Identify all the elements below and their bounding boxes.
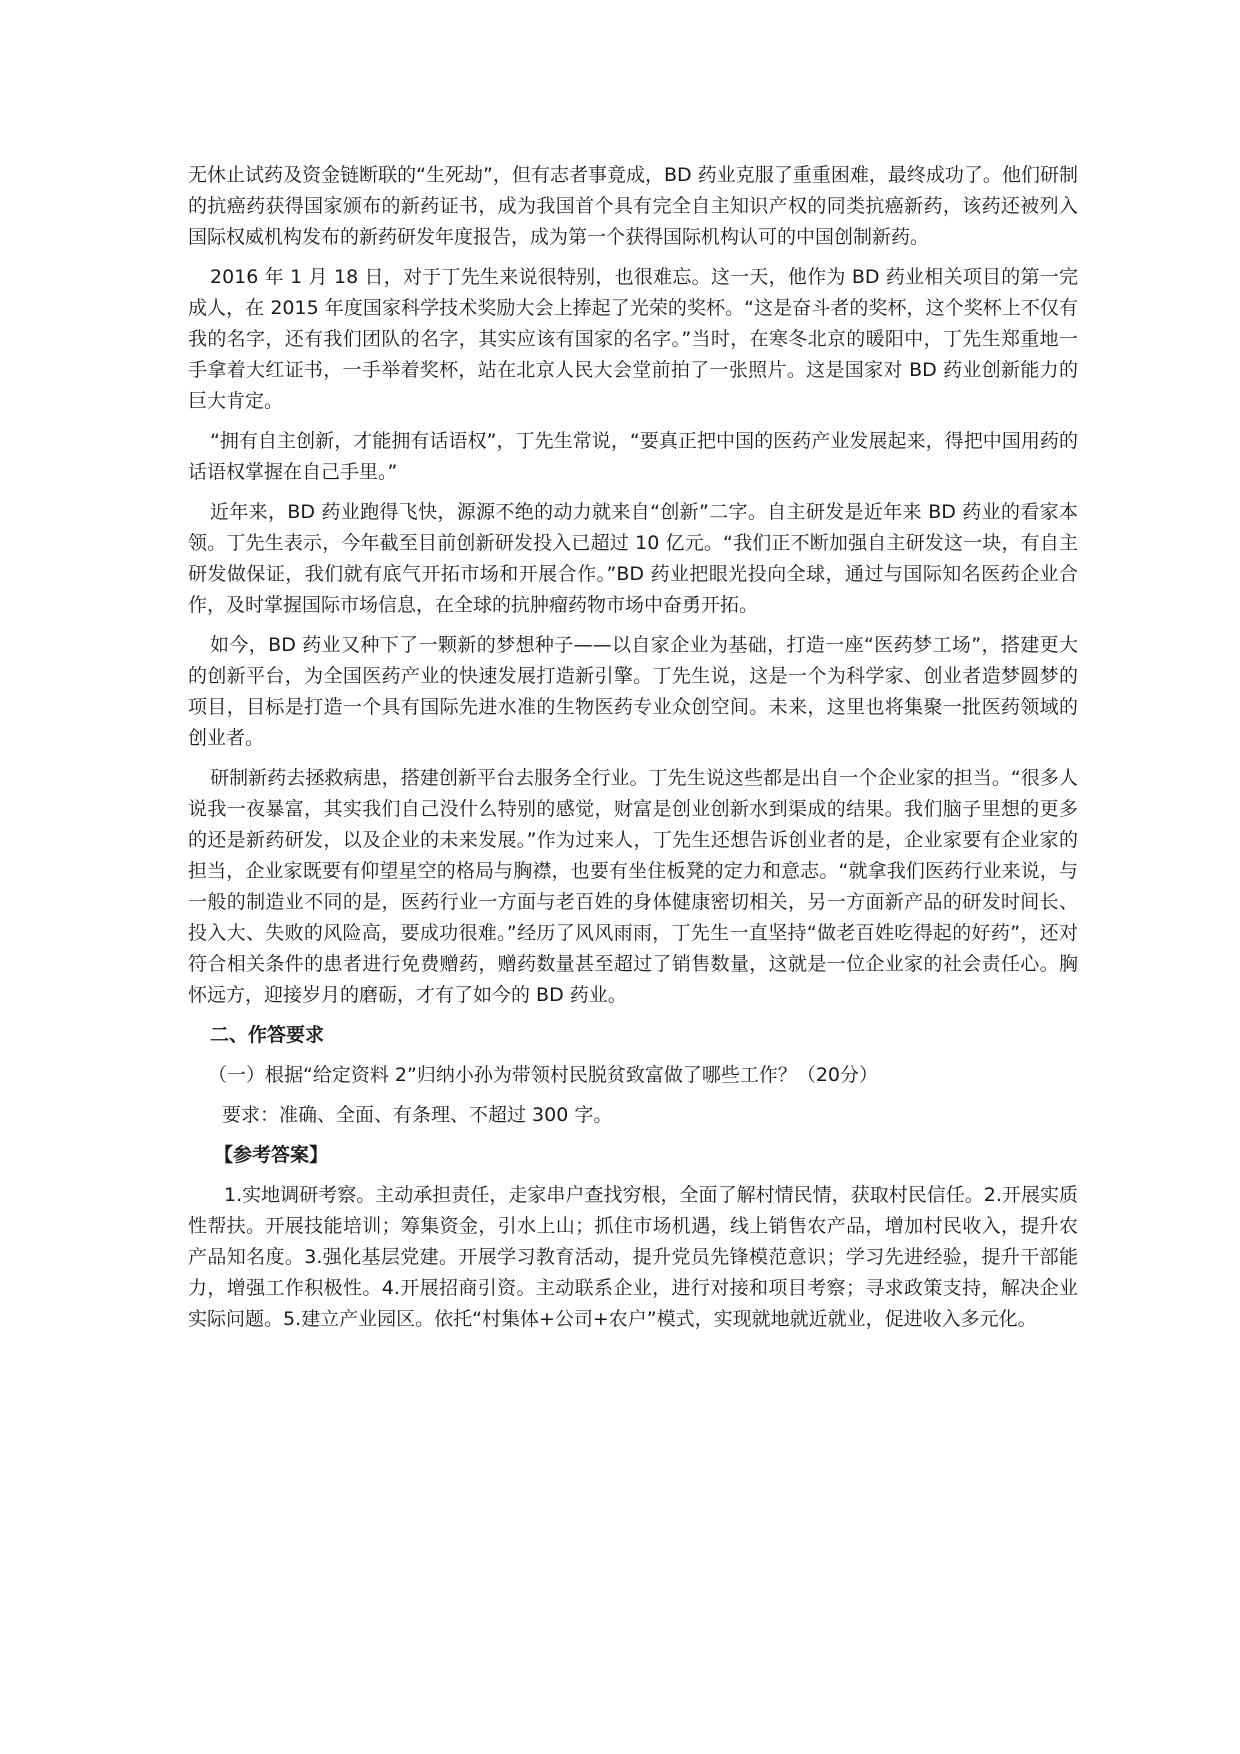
paragraph-innovation: 近年来，BD 药业跑得飞快，源源不绝的动力就来自“创新”二字。自主研发是近年来 BD 药业的看家本领。丁先生表示，今年截至目前创新研发投入已超过 10 亿元。“我们正不断加强自主研发这一块，有自主研发做保证，我们就有底气开拓市场和开展合作。”BD 药业把眼光投向全球，通过与国际知名医药企业合作，及时掌握国际市场信息，在全球的抗肿瘤药物市场中奋勇开拓。: [188, 501, 1078, 616]
paragraph-responsibility: 研制新药去拯救病患，搭建创新平台去服务全行业。丁先生说这些都是出自一个企业家的担当。“很多人说我一夜暴富，其实我们自己没什么特别的感觉，财富是创业创新水到渠成的结果。我们脑子里想的更多的还是新药研发，以及企业的未来发展。”作为过来人，丁先生还想告诉创业者的是，企业家要有企业家的担当，企业家既要有仰望星空的格局与胸襟，也要有坐住板凳的定力和意志。“就拿我们医药行业来说，与一般的制造业不同的是，医药行业一方面与老百姓的身体健康密切相关，另一方面新产品的研发时间长、投入大、失败的风险高，要成功很难。”经历了风风雨雨，丁先生一直坚持“做老百姓吃得起的好药”，还对符合相关条件的患者进行免费赠药，赠药数量甚至超过了销售数量，这就是一位企业家的社会责任心。胸怀远方，迎接岁月的磨砺，才有了如今的 BD 药业。: [188, 767, 1078, 1006]
section-heading: 二、作答要求: [210, 1024, 325, 1046]
paragraph-award: 2016 年 1 月 18 日，对于丁先生来说很特别，也很难忘。这一天，他作为 BD 药业相关项目的第一完成人，在 2015 年度国家科学技术奖励大会上捧起了光荣的奖杯。“这是奋斗者的奖杯，这个奖杯上不仅有我的名字，还有我们团队的名字，其实应该有国家的名字。”当时，在寒冬北京的暖阳中，丁先生郑重地一手拿着大红证书，一手举着奖杯，站在北京人民大会堂前拍了一张照片。这是国家对 BD 药业创新能力的巨大肯定。: [188, 266, 1078, 412]
paragraph-quote: “拥有自主创新，才能拥有话语权”，丁先生常说，“要真正把中国的医药产业发展起来，得把中国用药的话语权掌握在自己手里。”: [188, 430, 1078, 483]
paragraph-dream-factory: 如今，BD 药业又种下了一颗新的梦想种子——以自家企业为基础，打造一座“医药梦工场”，搭建更大的创新平台，为全国医药产业的快速发展打造新引擎。丁先生说，这是一个为科学家、创业者造梦圆梦的项目，目标是打造一个具有国际先进水准的生物医药专业众创空间。未来，这里也将集聚一批医药领域的创业者。: [188, 634, 1078, 749]
requirement-text: 要求：准确、全面、有条理、不超过 300 字。: [222, 1104, 613, 1126]
reference-answer-text: 1.实地调研考察。主动承担责任，走家串户查找穷根，全面了解村情民情，获取村民信任。2.开展实质性帮扶。开展技能培训；筹集资金，引水上山；抓住市场机遇，线上销售农产品，增加村民收入，提升农产品知名度。3.强化基层党建。开展学习教育活动，提升党员先锋模范意识；学习先进经验，提升干部能力，增强工作积极性。4.开展招商引资。主动联系企业，进行对接和项目考察；寻求政策支持，解决企业实际问题。5.建立产业园区。依托“村集体+公司+农户”模式，实现就地就近就业，促进收入多元化。: [188, 1184, 1078, 1330]
paragraph-continuation: 无休止试药及资金链断联的“生死劫”，但有志者事竟成，BD 药业克服了重重困难，最终成功了。他们研制的抗癌药获得国家颁布的新药证书，成为我国首个具有完全自主知识产权的同类抗癌新药，该药还被列入国际权威机构发布的新药研发年度报告，成为第一个获得国际机构认可的中国创制新药。: [188, 164, 1078, 248]
question-text: （一）根据“给定资料 2”归纳小孙为带领村民脱贫致富做了哪些工作？（20分）: [208, 1064, 878, 1086]
document-body: [188, 160, 1078, 1344]
reference-answer-label: 【参考答案】: [214, 1144, 329, 1166]
